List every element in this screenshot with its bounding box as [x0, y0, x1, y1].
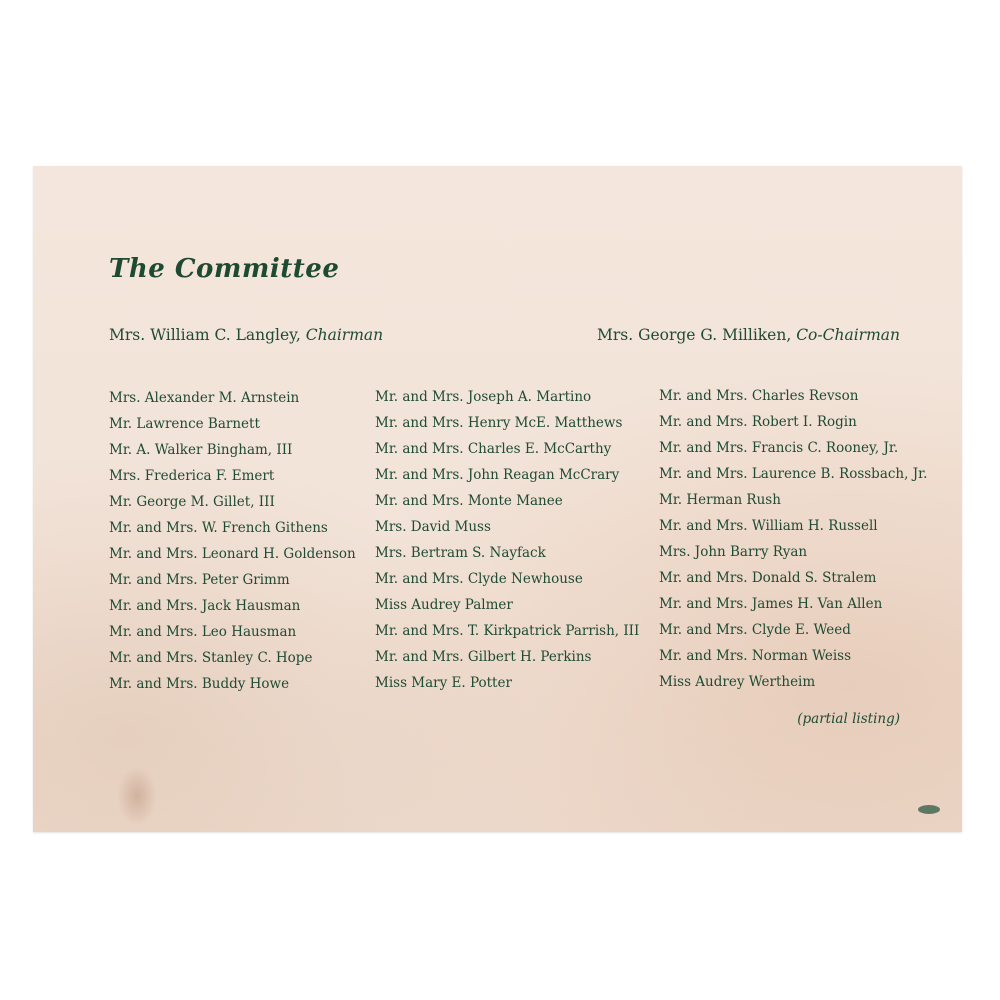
- member-name: Miss Audrey Wertheim: [659, 674, 816, 690]
- member-name: Mrs. David Muss: [375, 519, 491, 535]
- member-name: Mr. and Mrs. Stanley C. Hope: [109, 650, 313, 666]
- member-name: Mr. and Mrs. Donald S. Stralem: [659, 570, 877, 586]
- co-chairman-name: Mrs. George G. Milliken,: [596, 326, 792, 344]
- member-name: Mr. A. Walker Bingham, III: [109, 442, 293, 458]
- partial-listing-note: (partial listing): [797, 711, 900, 727]
- member-column-3: [659, 388, 927, 700]
- chairman-role: Chairman: [305, 326, 384, 344]
- co-chairman-role: Co-Chairman: [796, 326, 900, 344]
- member-name: Mr. Lawrence Barnett: [109, 416, 260, 432]
- member-name: Mr. and Mrs. T. Kirkpatrick Parrish, III: [375, 623, 640, 639]
- paper-stain: [117, 766, 157, 826]
- member-name: Mr. and Mrs. Buddy Howe: [109, 676, 290, 692]
- member-name: Mr. and Mrs. William H. Russell: [659, 518, 878, 534]
- member-name: Mr. and Mrs. Monte Manee: [375, 493, 563, 509]
- member-name: Miss Mary E. Potter: [375, 675, 512, 691]
- member-column-1: [109, 390, 356, 702]
- chairman-name: Mrs. William C. Langley,: [109, 326, 301, 344]
- member-name: Mrs. Bertram S. Nayfack: [375, 545, 546, 561]
- member-name: Mr. and Mrs. Norman Weiss: [659, 648, 852, 664]
- member-name: Mr. and Mrs. Peter Grimm: [109, 572, 290, 588]
- member-name: Mrs. John Barry Ryan: [659, 544, 808, 560]
- member-name: Mr. George M. Gillet, III: [109, 494, 275, 510]
- co-chairman: [597, 326, 900, 344]
- member-name: Mr. and Mrs. Henry McE. Matthews: [375, 415, 623, 431]
- member-name: Mr. and Mrs. Charles E. McCarthy: [375, 441, 612, 457]
- member-name: Mr. and Mrs. John Reagan McCrary: [375, 467, 620, 483]
- member-name: Mr. and Mrs. Leonard H. Goldenson: [109, 546, 356, 562]
- member-name: Mr. and Mrs. Clyde Newhouse: [375, 571, 583, 587]
- member-name: Mr. and Mrs. Jack Hausman: [109, 598, 301, 614]
- member-name: Mr. and Mrs. Robert I. Rogin: [659, 414, 857, 430]
- chairman: [109, 326, 383, 344]
- member-name: Mrs. Frederica F. Emert: [109, 468, 275, 484]
- member-name: Mr. and Mrs. Joseph A. Martino: [375, 389, 592, 405]
- member-name: Mr. and Mrs. W. French Githens: [109, 520, 328, 536]
- member-column-2: [375, 389, 639, 701]
- page-title: The Committee: [109, 254, 340, 284]
- member-name: Mr. and Mrs. Francis C. Rooney, Jr.: [659, 440, 899, 456]
- member-name: Mr. and Mrs. Charles Revson: [659, 388, 859, 404]
- member-name: Mr. and Mrs. Laurence B. Rossbach, Jr.: [659, 466, 928, 482]
- member-name: Mrs. Alexander M. Arnstein: [109, 390, 300, 406]
- member-name: Mr. and Mrs. James H. Van Allen: [659, 596, 883, 612]
- member-name: Miss Audrey Palmer: [375, 597, 513, 613]
- member-name: Mr. Herman Rush: [659, 492, 781, 508]
- member-name: Mr. and Mrs. Leo Hausman: [109, 624, 297, 640]
- committee-card: [33, 166, 962, 832]
- member-name: Mr. and Mrs. Gilbert H. Perkins: [375, 649, 592, 665]
- printer-mark-icon: [918, 805, 940, 814]
- member-name: Mr. and Mrs. Clyde E. Weed: [659, 622, 851, 638]
